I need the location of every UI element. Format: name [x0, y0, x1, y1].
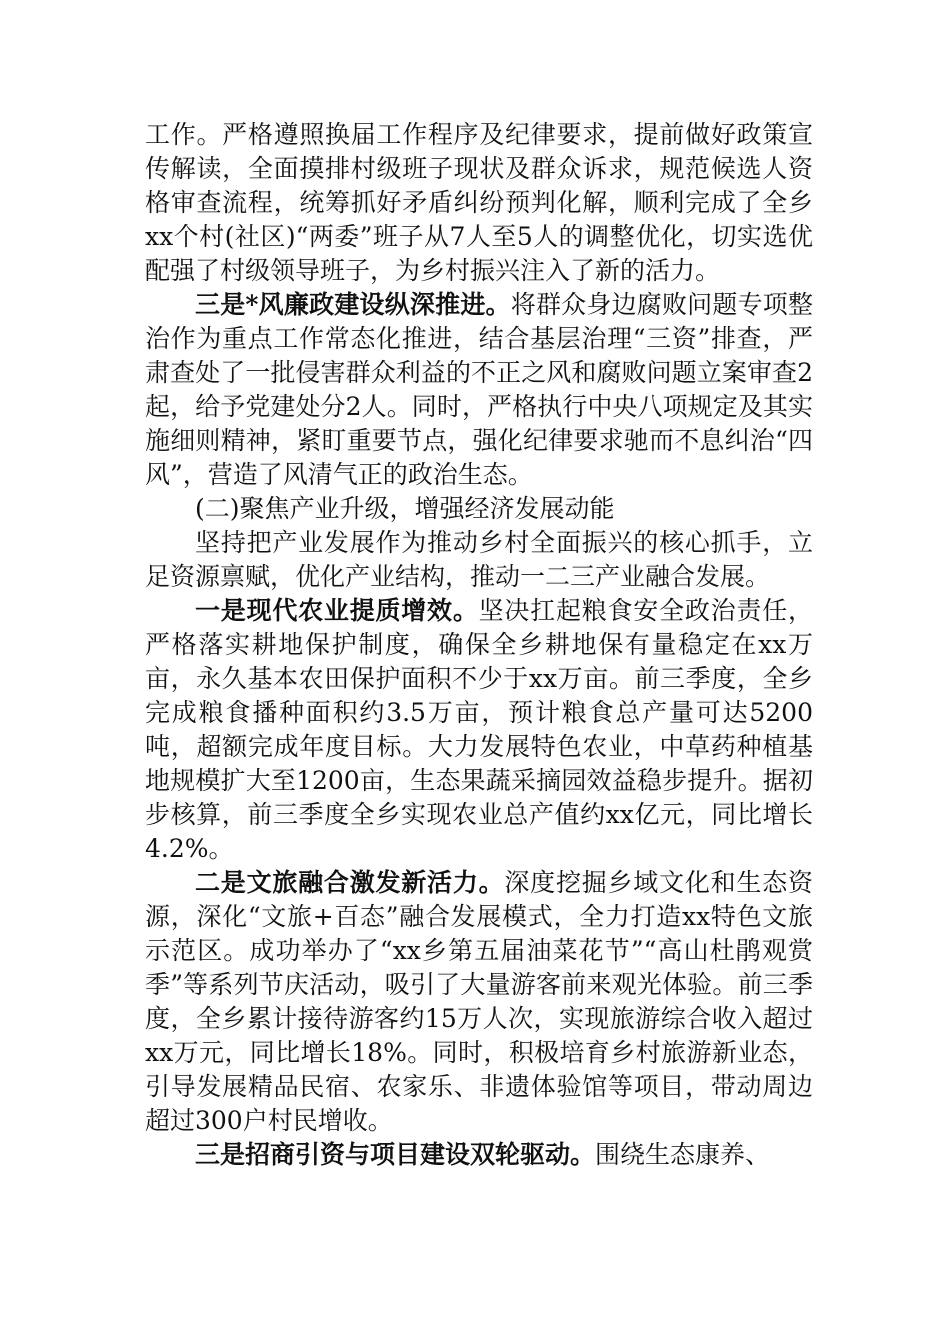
- paragraph-lead: 一是现代农业提质增效。: [195, 596, 479, 625]
- paragraph-text: 坚持把产业发展作为推动乡村全面振兴的核心抓手，立足资源禀赋，优化产业结构，推动一二三产业融合发展。: [145, 528, 813, 591]
- paragraph-election-work: [145, 118, 813, 288]
- paragraph-text: 坚决扛起粮食安全政治责任，严格落实耕地保护制度，确保全乡耕地保有量稳定在xx万亩，永久基本农田保护面积不少于xx万亩。前三季度，全乡完成粮食播种面积约3.5万亩，预计粮食总产量可达5200吨，超额完成年度目标。大力发展特色农业，中草药种植基地规模扩大至1200亩，生态果蔬采摘园效益稳步提升。据初步核算，前三季度全乡实现农业总产值约xx亿元，同比增长4.2%。: [145, 596, 813, 863]
- paragraph-lead: 二是文旅融合激发新活力。: [195, 868, 505, 897]
- paragraph-clean-governance: [145, 288, 813, 492]
- paragraph-investment-projects: [145, 1138, 813, 1172]
- paragraph-text: 将群众身边腐败问题专项整治作为重点工作常态化推进，结合基层治理“三资”排查，严肃查处了一批侵害群众利益的不正之风和腐败问题立案审查2起，给予党建处分2人。同时，严格执行中央八项规定及其实施细则精神，紧盯重要节点，强化纪律要求驰而不息纠治“四风”，营造了风清气正的政治生态。: [145, 290, 813, 489]
- paragraph-industry-intro: [145, 526, 813, 594]
- document-page: [145, 118, 813, 1172]
- paragraph-modern-agriculture: [145, 594, 813, 866]
- paragraph-text: 深度挖掘乡域文化和生态资源，深化“文旅+百态”融合发展模式，全力打造xx特色文旅示范区。成功举办了“xx乡第五届油菜花节”“高山杜鹃观赏季”等系列节庆活动，吸引了大量游客前来观光体验。前三季度，全乡累计接待游客约15万人次，实现旅游综合收入超过xx万元，同比增长18%。同时，积极培育乡村旅游新业态，引导发展精品民宿、农家乐、非遗体验馆等项目，带动周边超过300户村民增收。: [145, 868, 813, 1135]
- section-heading-industry: (二)聚焦产业升级，增强经济发展动能: [195, 494, 615, 523]
- paragraph-culture-tourism: [145, 866, 813, 1138]
- paragraph-lead: 三是*风廉政建设纵深推进。: [195, 290, 511, 319]
- paragraph-text: 工作。严格遵照换届工作程序及纪律要求，提前做好政策宣传解读，全面摸排村级班子现状及群众诉求，规范候选人资格审查流程，统筹抓好矛盾纠纷预判化解，顺利完成了全乡xx个村(社区)“两委”班子从7人至5人的调整优化，切实选优配强了村级领导班子，为乡村振兴注入了新的活力。: [145, 120, 813, 285]
- paragraph-lead: 三是招商引资与项目建设双轮驱动。: [195, 1140, 596, 1169]
- paragraph-text: 围绕生态康养、: [595, 1140, 771, 1169]
